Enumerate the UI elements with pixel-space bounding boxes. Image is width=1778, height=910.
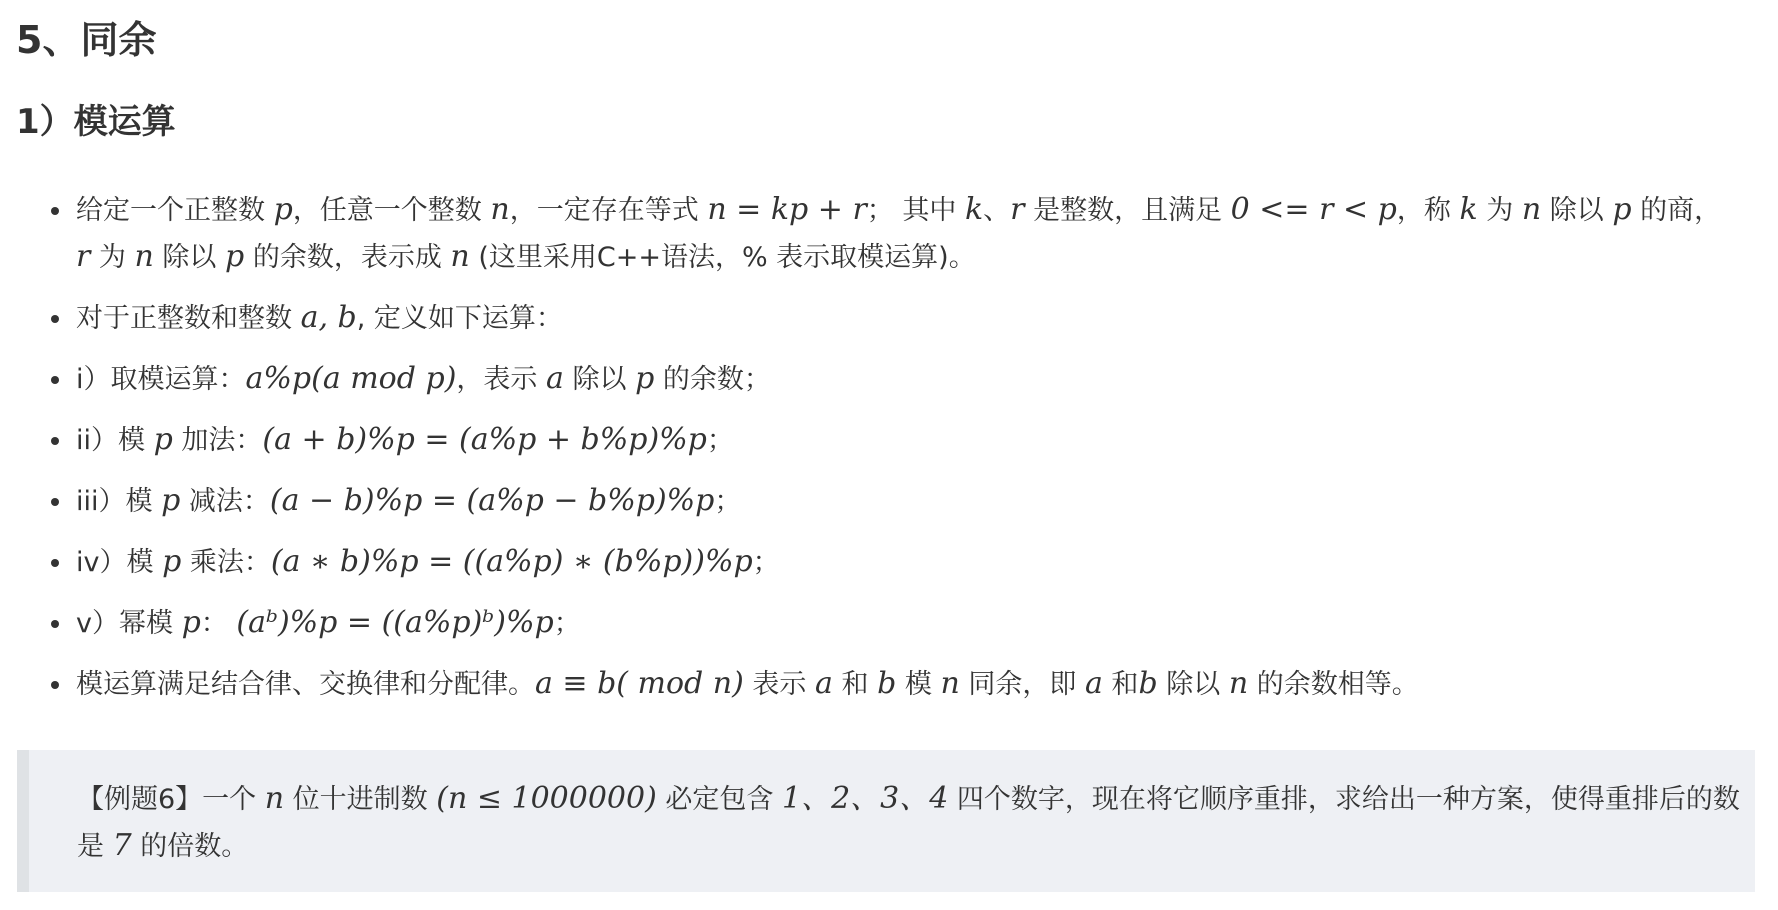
math-expression: (a ∗ b)%p = ((a%p) ∗ (b%p))%p [270,544,753,579]
math-expression: a [1084,666,1103,701]
math-expression: p [162,544,182,579]
text-run: 位十进制数 [284,784,437,815]
math-expression: a%p(a mod p) [245,361,457,396]
text-run: 、 [983,195,1011,226]
text-run: 为 [1477,195,1522,226]
math-expression: (n ≤ 1000000) [436,781,657,816]
math-expression: n [1521,192,1542,227]
text-run: 和 [832,669,878,700]
text-run: 【例题6】一个 [77,784,265,815]
text-run: 乘法： [181,547,271,578]
text-run: ； [714,486,742,517]
math-expression: (a + b)%p = (a%p + b%p)%p [262,422,707,457]
text-run: 同余，即 [959,669,1085,700]
math-expression: n [940,666,960,701]
list-item [76,661,1756,708]
math-expression: n [450,239,470,274]
text-run: iii）模 [76,486,162,517]
math-expression: p [1612,192,1632,227]
text-run: 给定一个正整数 [76,195,274,226]
text-run: 模 [896,669,941,700]
text-run: 为 [90,242,135,273]
example-blockquote [17,750,1755,892]
text-run: 的余数； [654,364,771,395]
text-run: ： [200,608,237,639]
math-expression: (aᵇ)%p = ((a%p)ᵇ)%p [236,605,554,640]
text-run: ； 其中 [866,195,965,226]
text-run: iv）模 [76,547,163,578]
text-run: 除以 [1541,195,1613,226]
math-expression: k [1459,192,1478,227]
math-expression: 0 <= r < p [1230,192,1397,227]
math-expression: a [815,666,833,701]
math-expression: p [153,422,173,457]
text-run: 减法： [180,486,270,517]
text-run: 模运算满足结合律、交换律和分配律。 [76,669,535,700]
text-run: ； [752,547,780,578]
text-run: 的倍数。 [131,831,249,862]
text-run: ，任意一个整数 [292,195,491,226]
text-run: 表示 [743,669,815,700]
text-run: 四个数字，现在将它顺序重排，求给出一种方案，使得重排后的数是 [77,784,1740,862]
text-run: 对于正整数和整数 [76,303,301,334]
bullet-list [76,187,1756,722]
list-item [76,417,1756,464]
math-expression: p [181,605,201,640]
math-expression: a, b [300,300,357,335]
text-run: 的商， [1631,195,1722,226]
text-run: 的余数相等。 [1248,669,1419,700]
math-expression: 1、2、3、4 [781,781,949,816]
list-item [76,356,1756,403]
text-run: 是整数，且满足 [1024,195,1231,226]
text-run: i）取模运算： [76,364,246,395]
math-expression: (a − b)%p = (a%p − b%p)%p [269,483,715,518]
math-expression: n [264,781,285,816]
math-expression: b [1138,666,1158,701]
math-expression: b [877,666,897,701]
math-expression: p [225,239,245,274]
math-expression: a [546,361,564,396]
math-expression: n [490,192,510,227]
text-run: ，表示 [456,364,546,395]
text-run: , 定义如下运算： [356,303,563,334]
section-heading: 5、同余 [16,18,157,62]
text-run: ； [706,425,734,456]
text-run: ，称 [1396,195,1460,226]
text-run: ； [553,608,581,639]
text-run: 必定包含 [656,784,782,815]
math-expression: a ≡ b( mod n) [535,666,744,701]
text-run: ，一定存在等式 [509,195,708,226]
text-run: (这里采用C++语法，% 表示取模运算)。 [469,242,976,273]
text-run: 和 [1102,669,1139,700]
math-expression: r [76,239,91,274]
math-expression: 7 [112,828,132,863]
text-run: 除以 [153,242,226,273]
math-expression: p [161,483,181,518]
example-text [77,776,1743,870]
subsection-heading: 1）模运算 [16,102,176,142]
text-run: 加法： [172,425,263,456]
math-expression: p [273,192,293,227]
text-run: 的余数，表示成 [244,242,451,273]
math-expression: n [134,239,154,274]
math-expression: p [635,361,655,396]
list-item [76,600,1756,647]
list-item [76,478,1756,525]
list-item [76,295,1756,342]
text-run: v）幂模 [76,608,182,639]
math-expression: k [964,192,984,227]
math-expression: n = kp + r [707,192,867,227]
list-item [76,187,1756,281]
math-expression: n [1228,666,1249,701]
text-run: 除以 [563,364,636,395]
text-run: ii）模 [76,425,154,456]
math-expression: r [1010,192,1025,227]
list-item [76,539,1756,586]
text-run: 除以 [1157,669,1229,700]
